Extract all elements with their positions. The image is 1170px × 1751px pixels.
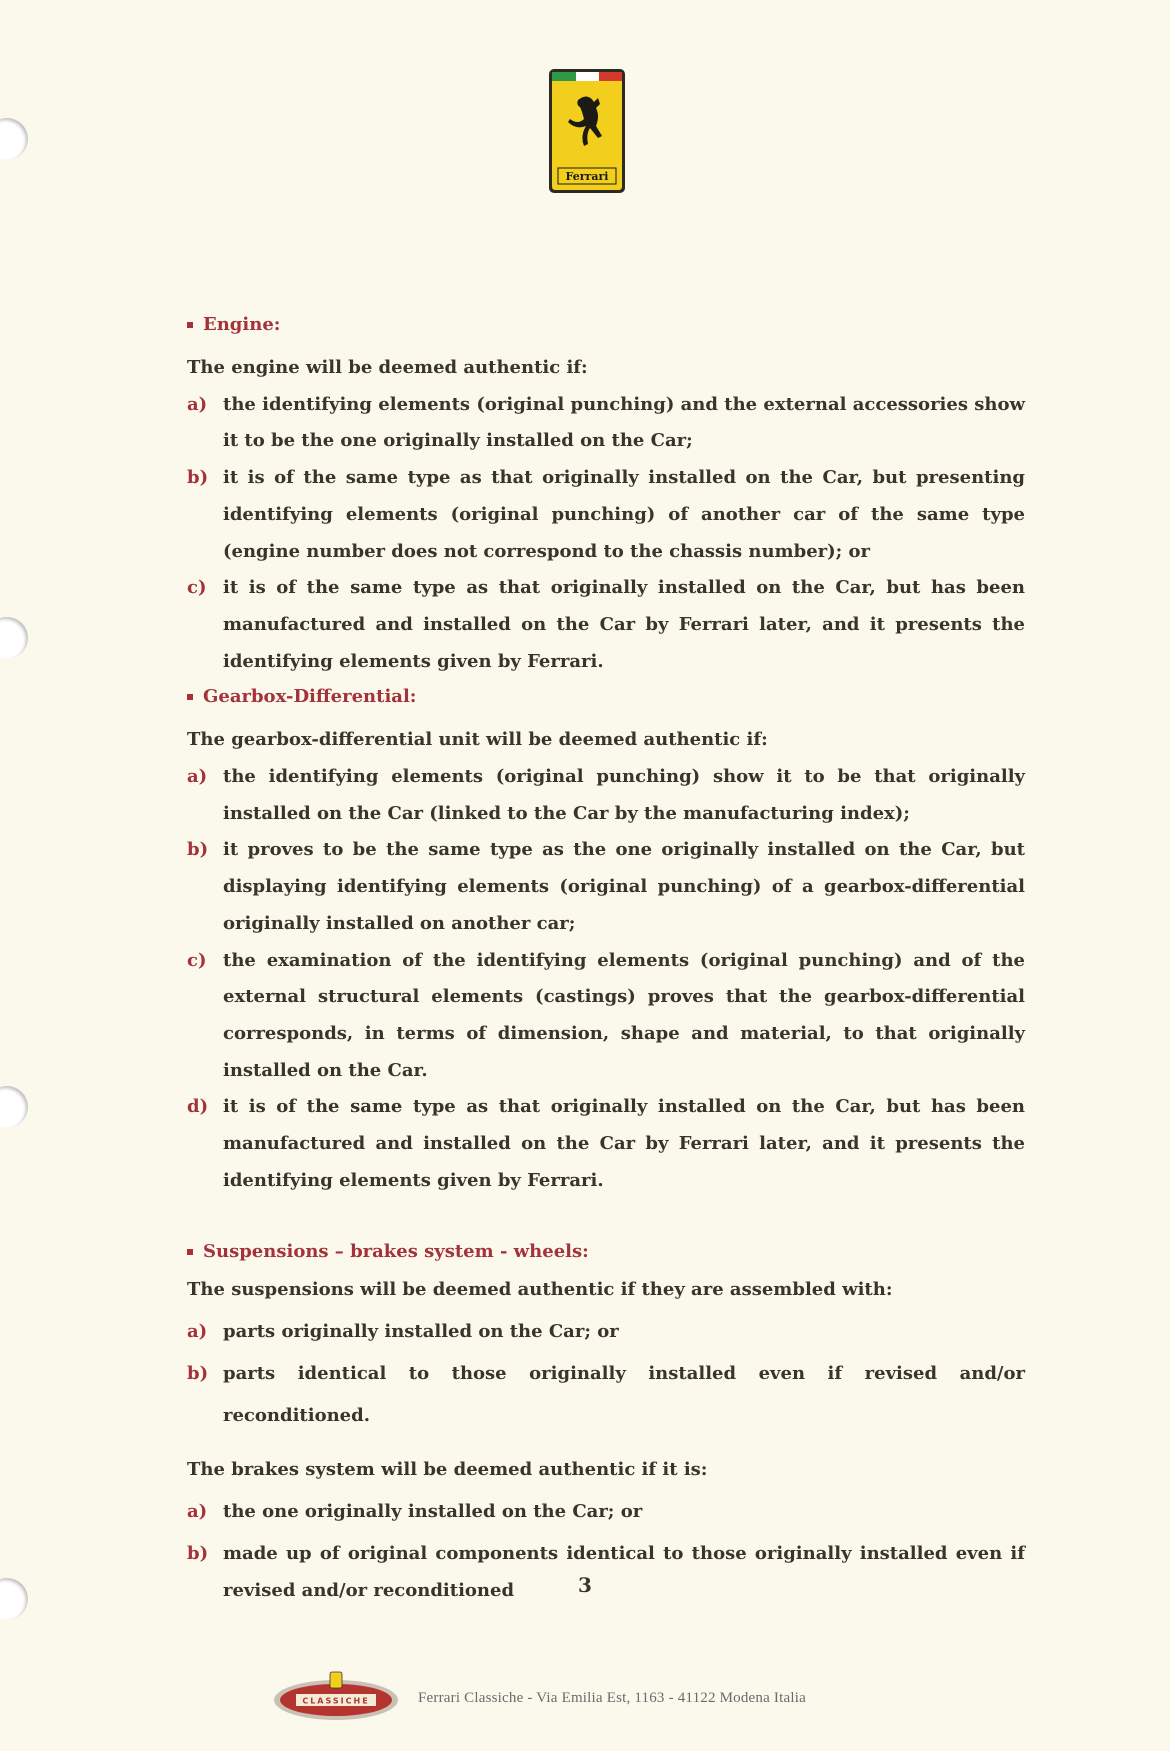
emblem-text: CLASSICHE (302, 1696, 370, 1706)
list-item (187, 832, 1025, 942)
section-intro: The gearbox-differential unit will be deemed authentic if: (187, 729, 768, 751)
suspension-criteria-list (187, 1311, 1025, 1437)
footer-address: Ferrari Classiche - Via Emilia Est, 1163 - 41122 Modena Italia (418, 1690, 806, 1706)
item-text: the one originally installed on the Car; or (223, 1501, 643, 1523)
item-mark: c) (187, 577, 207, 599)
list-item (187, 943, 1025, 1090)
page-number: 3 (578, 1573, 592, 1597)
item-text: parts identical to those originally installed even if revised and/or reconditioned. (223, 1363, 1025, 1427)
list-item (187, 1311, 1025, 1353)
section-heading-suspensions (187, 1235, 1025, 1269)
list-item (187, 1491, 1025, 1533)
item-mark: a) (187, 1501, 208, 1523)
item-mark: c) (187, 949, 207, 971)
item-mark: b) (187, 839, 209, 861)
list-item (187, 759, 1025, 832)
ferrari-classiche-emblem (272, 1666, 400, 1728)
list-item (187, 460, 1025, 570)
heading-text: Gearbox-Differential: (203, 686, 417, 708)
gearbox-criteria-list (187, 759, 1025, 1199)
heading-text: Engine: (203, 314, 281, 335)
bullet-icon (187, 1249, 193, 1255)
item-mark: b) (187, 1543, 209, 1565)
item-text: the examination of the identifying elements (original punching) and of the external structural elements (castings) proves that the gearbox-differential corresponds, in terms of dimension, shape and material, to that originally installed on the Car. (223, 949, 1025, 1081)
list-item (187, 1089, 1025, 1199)
section-heading-engine (187, 308, 1025, 342)
item-text: it is of the same type as that originally installed on the Car, but presenting identifying elements (original punching) of another car of the same type (engine number does not correspond to the chassis number); or (223, 467, 1025, 562)
bullet-icon (187, 322, 193, 328)
section-intro: The suspensions will be deemed authentic if they are assembled with: (187, 1279, 893, 1301)
heading-text: Suspensions – brakes system - wheels: (203, 1241, 589, 1263)
item-mark: b) (187, 467, 209, 489)
list-item (187, 1353, 1025, 1437)
brakes-intro: The brakes system will be deemed authentic if it is: (187, 1459, 708, 1481)
item-mark: a) (187, 1321, 208, 1343)
list-item (187, 570, 1025, 680)
item-text: it is of the same type as that originally installed on the Car, but has been manufactured and installed on the Car by Ferrari later, and it presents the identifying elements given by Ferrari. (223, 1096, 1025, 1191)
item-text: it is of the same type as that originally installed on the Car, but has been manufactured and installed on the Car by Ferrari later, and it presents the identifying elements given by Ferrari. (223, 577, 1025, 672)
item-mark: b) (187, 1363, 209, 1385)
item-mark: d) (187, 1096, 209, 1118)
item-text: parts originally installed on the Car; or (223, 1321, 619, 1343)
engine-criteria-list (187, 387, 1025, 681)
binder-hole (0, 118, 28, 160)
item-text: the identifying elements (original punching) and the external accessories show it to be the one originally installed on the Car; (223, 393, 1025, 452)
binder-hole (0, 1086, 28, 1128)
item-text: the identifying elements (original punching) show it to be that originally installed on the Car (linked to the Car by the manufacturing index); (223, 766, 1025, 824)
document-body (187, 308, 1025, 1610)
item-mark: a) (187, 393, 208, 415)
binder-hole (0, 617, 28, 659)
item-mark: a) (187, 766, 208, 788)
list-item (187, 387, 1025, 460)
section-heading-gearbox (187, 680, 1025, 714)
item-text: made up of original components identical to those originally installed even if revised and/or reconditioned (223, 1543, 1025, 1602)
ferrari-shield-logo (548, 68, 626, 194)
section-intro: The engine will be deemed authentic if: (187, 357, 588, 378)
bullet-icon (187, 694, 193, 700)
item-text: it proves to be the same type as the one originally installed on the Car, but displaying identifying elements (original punching) of a gearbox-differential originally installed on another car; (223, 839, 1025, 934)
logo-text: Ferrari (565, 170, 609, 183)
